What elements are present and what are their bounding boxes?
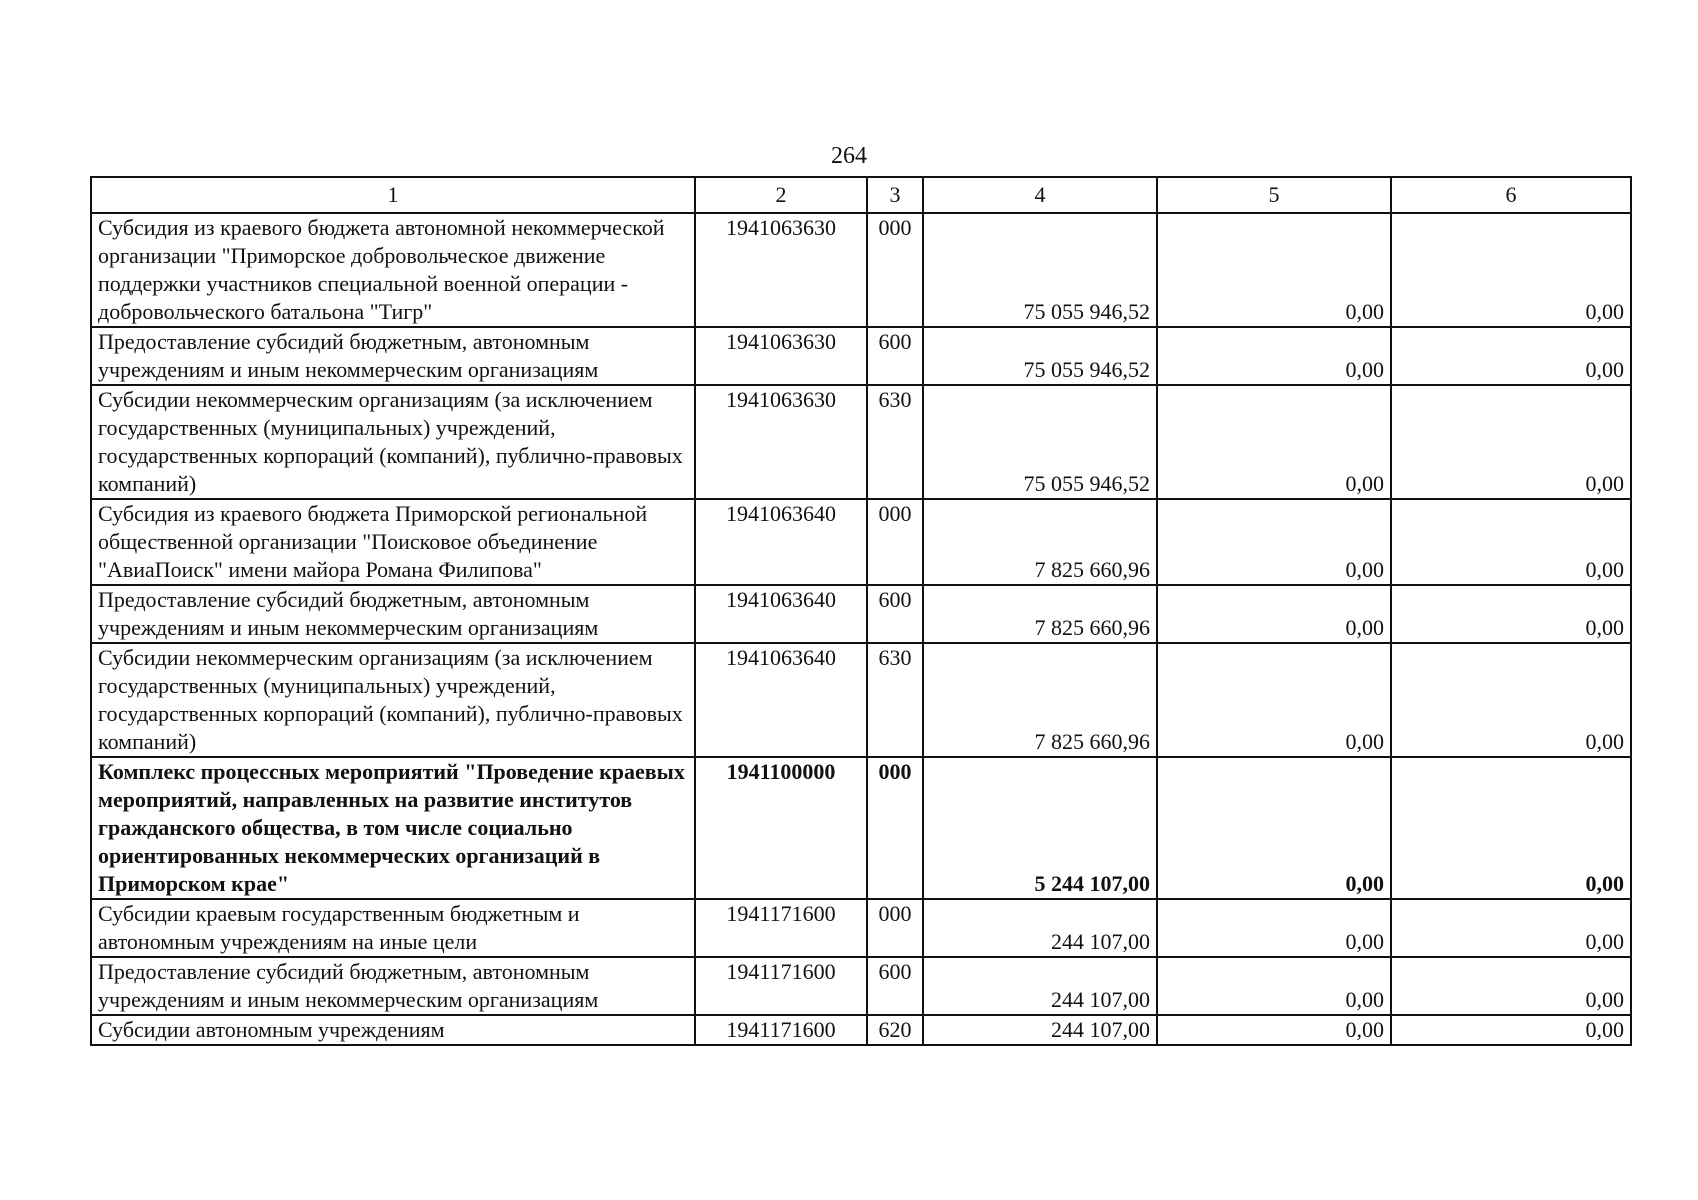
- row-code: 1941063630: [695, 327, 867, 385]
- row-code: 1941100000: [695, 757, 867, 899]
- row-expense-type: 000: [867, 757, 923, 899]
- column-header: 4: [923, 177, 1157, 213]
- row-amount-col4: 244 107,00: [923, 899, 1157, 957]
- row-code: 1941171600: [695, 957, 867, 1015]
- table-header-row: [91, 177, 1631, 213]
- row-amount-col5: 0,00: [1157, 213, 1391, 327]
- table-row: [91, 757, 1631, 899]
- column-header: 5: [1157, 177, 1391, 213]
- row-amount-col6: 0,00: [1391, 757, 1631, 899]
- row-amount-col6: 0,00: [1391, 585, 1631, 643]
- row-amount-col5: 0,00: [1157, 327, 1391, 385]
- row-amount-col5: 0,00: [1157, 957, 1391, 1015]
- row-amount-col4: 75 055 946,52: [923, 327, 1157, 385]
- table-row: [91, 213, 1631, 327]
- row-expense-type: 600: [867, 957, 923, 1015]
- row-expense-type: 600: [867, 327, 923, 385]
- table-row: [91, 385, 1631, 499]
- row-amount-col4: 7 825 660,96: [923, 499, 1157, 585]
- row-amount-col4: 244 107,00: [923, 957, 1157, 1015]
- row-name: Субсидия из краевого бюджета Приморской региональной общественной организации "Поисковое объединение "АвиаПоиск" имени майора Романа Филипова": [91, 499, 695, 585]
- table-row: [91, 899, 1631, 957]
- row-amount-col6: 0,00: [1391, 899, 1631, 957]
- row-amount-col5: 0,00: [1157, 757, 1391, 899]
- column-header: 1: [91, 177, 695, 213]
- row-amount-col5: 0,00: [1157, 643, 1391, 757]
- row-amount-col4: 244 107,00: [923, 1015, 1157, 1045]
- column-header: 6: [1391, 177, 1631, 213]
- row-amount-col4: 75 055 946,52: [923, 213, 1157, 327]
- row-amount-col6: 0,00: [1391, 499, 1631, 585]
- row-amount-col6: 0,00: [1391, 385, 1631, 499]
- table-row: [91, 643, 1631, 757]
- page-number: 264: [831, 143, 867, 169]
- row-code: 1941063640: [695, 643, 867, 757]
- row-name: Субсидия из краевого бюджета автономной некоммерческой организации "Приморское добровольческое движение поддержки участников специальной военной операции - добровольческого батальона "Тигр": [91, 213, 695, 327]
- row-amount-col6: 0,00: [1391, 213, 1631, 327]
- row-name: Предоставление субсидий бюджетным, автономным учреждениям и иным некоммерческим организациям: [91, 327, 695, 385]
- budget-table: [90, 176, 1632, 1046]
- row-expense-type: 000: [867, 499, 923, 585]
- row-amount-col5: 0,00: [1157, 499, 1391, 585]
- row-amount-col4: 7 825 660,96: [923, 585, 1157, 643]
- row-amount-col6: 0,00: [1391, 643, 1631, 757]
- table-row: [91, 585, 1631, 643]
- table-row: [91, 327, 1631, 385]
- row-code: 1941171600: [695, 899, 867, 957]
- row-code: 1941171600: [695, 1015, 867, 1045]
- row-name: Субсидии автономным учреждениям: [91, 1015, 695, 1045]
- row-amount-col6: 0,00: [1391, 327, 1631, 385]
- row-amount-col5: 0,00: [1157, 899, 1391, 957]
- row-amount-col4: 75 055 946,52: [923, 385, 1157, 499]
- row-name: Субсидии некоммерческим организациям (за исключением государственных (муниципальных) учреждений, государственных корпораций (компаний), публично-правовых компаний): [91, 643, 695, 757]
- row-expense-type: 620: [867, 1015, 923, 1045]
- row-amount-col6: 0,00: [1391, 957, 1631, 1015]
- row-expense-type: 630: [867, 385, 923, 499]
- row-name: Субсидии некоммерческим организациям (за исключением государственных (муниципальных) учреждений, государственных корпораций (компаний), публично-правовых компаний): [91, 385, 695, 499]
- row-amount-col5: 0,00: [1157, 1015, 1391, 1045]
- row-expense-type: 000: [867, 899, 923, 957]
- row-expense-type: 630: [867, 643, 923, 757]
- row-amount-col6: 0,00: [1391, 1015, 1631, 1045]
- row-name: Предоставление субсидий бюджетным, автономным учреждениям и иным некоммерческим организациям: [91, 957, 695, 1015]
- row-code: 1941063640: [695, 585, 867, 643]
- column-header: 2: [695, 177, 867, 213]
- row-amount-col4: 7 825 660,96: [923, 643, 1157, 757]
- column-header: 3: [867, 177, 923, 213]
- row-expense-type: 600: [867, 585, 923, 643]
- row-code: 1941063630: [695, 385, 867, 499]
- table-row: [91, 499, 1631, 585]
- row-expense-type: 000: [867, 213, 923, 327]
- row-name: Субсидии краевым государственным бюджетным и автономным учреждениям на иные цели: [91, 899, 695, 957]
- row-code: 1941063640: [695, 499, 867, 585]
- row-code: 1941063630: [695, 213, 867, 327]
- row-amount-col5: 0,00: [1157, 385, 1391, 499]
- row-name: Предоставление субсидий бюджетным, автономным учреждениям и иным некоммерческим организациям: [91, 585, 695, 643]
- table-row: [91, 957, 1631, 1015]
- row-name: Комплекс процессных мероприятий "Проведение краевых мероприятий, направленных на развитие институтов гражданского общества, в том числе социально ориентированных некоммерческих организаций в Приморском крае": [91, 757, 695, 899]
- row-amount-col5: 0,00: [1157, 585, 1391, 643]
- table-row: [91, 1015, 1631, 1045]
- row-amount-col4: 5 244 107,00: [923, 757, 1157, 899]
